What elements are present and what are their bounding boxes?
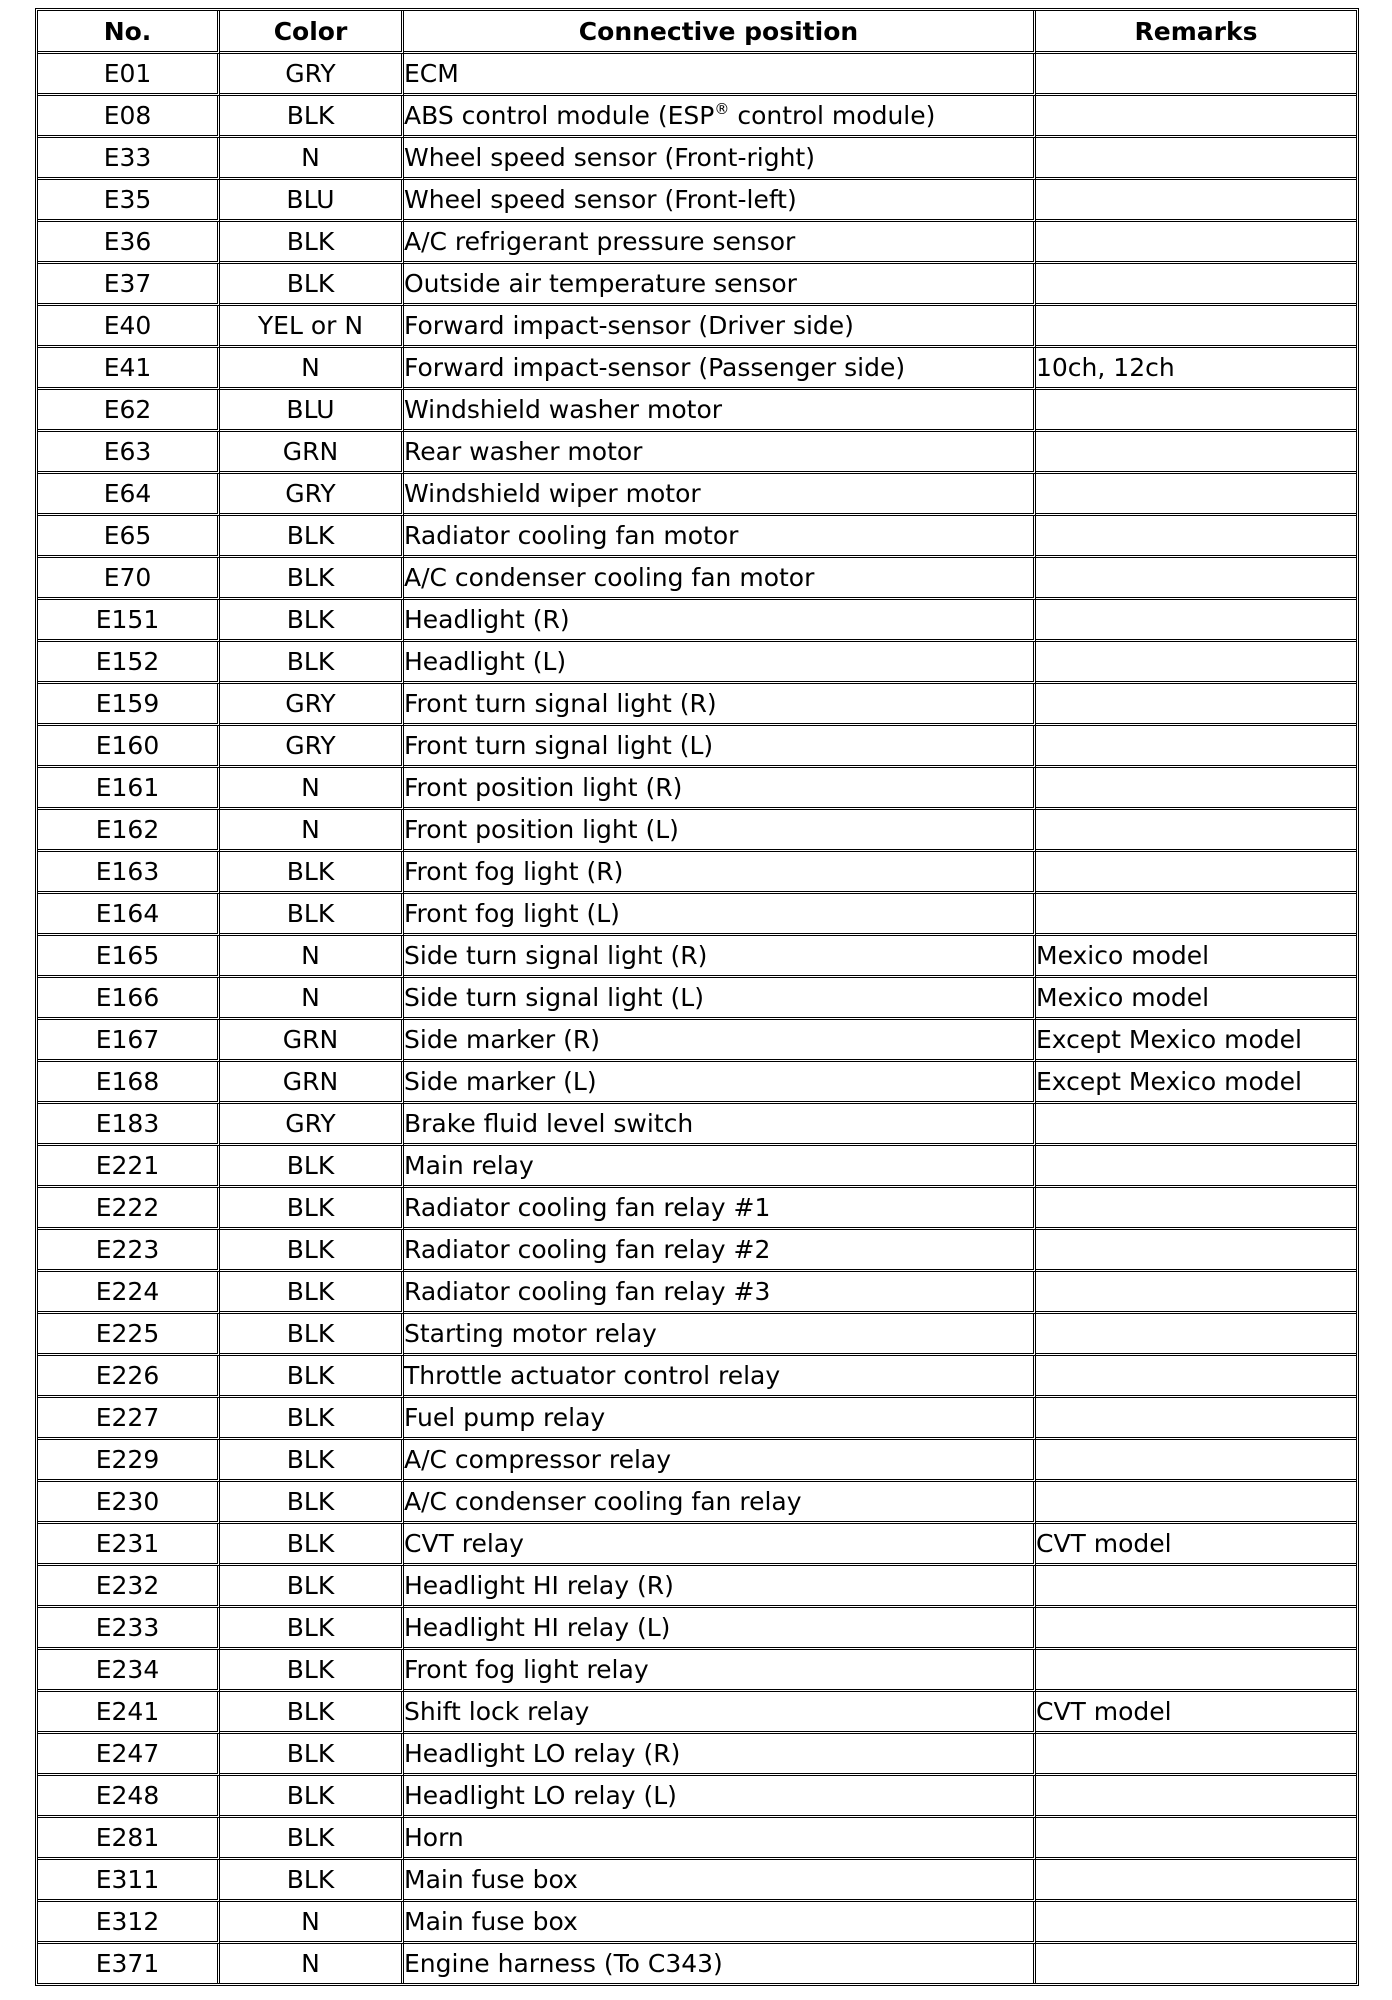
cell-color: N	[220, 768, 404, 810]
cell-remarks	[1036, 1230, 1356, 1272]
cell-connective-position	[404, 96, 1036, 138]
cell-connective-position: Brake fluid level switch	[404, 1104, 1036, 1146]
cell-connector-no: E230	[38, 1482, 220, 1524]
cell-connector-no: E160	[38, 726, 220, 768]
cell-connector-no: E222	[38, 1188, 220, 1230]
cell-connector-no: E63	[38, 432, 220, 474]
cell-connector-no: E168	[38, 1062, 220, 1104]
cell-color: BLK	[220, 894, 404, 936]
cell-color: BLK	[220, 1188, 404, 1230]
table-header	[38, 11, 1356, 54]
header-row	[38, 11, 1356, 54]
cell-remarks	[1036, 138, 1356, 180]
cell-remarks	[1036, 1776, 1356, 1818]
cell-remarks: Except Mexico model	[1036, 1020, 1356, 1062]
cell-connective-position: Headlight (L)	[404, 642, 1036, 684]
cell-remarks	[1036, 96, 1356, 138]
cell-connective-position: Front position light (R)	[404, 768, 1036, 810]
cell-color: N	[220, 1944, 404, 1983]
cell-color: BLK	[220, 642, 404, 684]
header-no: No.	[38, 11, 220, 54]
cell-connector-no: E36	[38, 222, 220, 264]
cell-connective-position: Engine harness (To C343)	[404, 1944, 1036, 1983]
cell-remarks	[1036, 1356, 1356, 1398]
cell-connective-position: Rear washer motor	[404, 432, 1036, 474]
cell-color: BLK	[220, 516, 404, 558]
cell-remarks	[1036, 1482, 1356, 1524]
cell-connector-no: E40	[38, 306, 220, 348]
table-row	[38, 1104, 1356, 1146]
cell-connector-no: E35	[38, 180, 220, 222]
cell-color: BLK	[220, 1860, 404, 1902]
table-body	[38, 54, 1356, 1983]
table-row	[38, 1356, 1356, 1398]
cell-remarks	[1036, 54, 1356, 96]
cell-remarks: Mexico model	[1036, 936, 1356, 978]
cell-color: GRY	[220, 684, 404, 726]
cell-remarks	[1036, 810, 1356, 852]
cell-connective-position: Front fog light (R)	[404, 852, 1036, 894]
cell-connective-position: Windshield washer motor	[404, 390, 1036, 432]
cell-color: BLK	[220, 1146, 404, 1188]
cell-color: BLK	[220, 1818, 404, 1860]
cell-remarks	[1036, 558, 1356, 600]
cell-connector-no: E234	[38, 1650, 220, 1692]
cell-connective-position: Wheel speed sensor (Front-right)	[404, 138, 1036, 180]
cell-remarks	[1036, 894, 1356, 936]
cell-connector-no: E229	[38, 1440, 220, 1482]
cell-color: BLK	[220, 1692, 404, 1734]
table-row	[38, 1440, 1356, 1482]
cell-color: N	[220, 1902, 404, 1944]
cell-remarks	[1036, 1608, 1356, 1650]
table-row	[38, 1692, 1356, 1734]
cell-connective-position: Main fuse box	[404, 1902, 1036, 1944]
cell-color: BLK	[220, 222, 404, 264]
cell-connector-no: E64	[38, 474, 220, 516]
cell-remarks	[1036, 1398, 1356, 1440]
cell-connective-position: Main relay	[404, 1146, 1036, 1188]
cell-color: BLK	[220, 1566, 404, 1608]
table-row	[38, 54, 1356, 96]
cell-remarks	[1036, 1188, 1356, 1230]
cell-remarks	[1036, 1104, 1356, 1146]
table-row	[38, 1524, 1356, 1566]
cell-connective-position: A/C condenser cooling fan relay	[404, 1482, 1036, 1524]
registered-mark: ®	[714, 100, 730, 118]
table-row	[38, 894, 1356, 936]
cell-connector-no: E161	[38, 768, 220, 810]
cell-color: N	[220, 936, 404, 978]
cell-remarks	[1036, 1440, 1356, 1482]
cell-remarks	[1036, 180, 1356, 222]
cell-connector-no: E151	[38, 600, 220, 642]
table-row	[38, 600, 1356, 642]
table-row	[38, 936, 1356, 978]
cell-connective-position: A/C refrigerant pressure sensor	[404, 222, 1036, 264]
cell-color: BLK	[220, 852, 404, 894]
cell-color: N	[220, 810, 404, 852]
connector-table	[35, 8, 1359, 1986]
header-remarks: Remarks	[1036, 11, 1356, 54]
cell-color: GRY	[220, 54, 404, 96]
cell-connector-no: E08	[38, 96, 220, 138]
cell-color: BLK	[220, 1608, 404, 1650]
table-row	[38, 516, 1356, 558]
cell-color: BLK	[220, 1650, 404, 1692]
cell-connective-position: Headlight LO relay (R)	[404, 1734, 1036, 1776]
cell-remarks	[1036, 1650, 1356, 1692]
cell-connector-no: E312	[38, 1902, 220, 1944]
connector-table-sheet	[35, 8, 1353, 1986]
table-row	[38, 1482, 1356, 1524]
cell-connector-no: E159	[38, 684, 220, 726]
table-row	[38, 1062, 1356, 1104]
cell-color: GRY	[220, 726, 404, 768]
cell-color: BLK	[220, 96, 404, 138]
cell-connector-no: E163	[38, 852, 220, 894]
cell-connector-no: E227	[38, 1398, 220, 1440]
cell-remarks	[1036, 852, 1356, 894]
cell-connective-position: Front fog light (L)	[404, 894, 1036, 936]
cell-connective-position: Headlight LO relay (L)	[404, 1776, 1036, 1818]
cell-connective-position: A/C condenser cooling fan motor	[404, 558, 1036, 600]
cell-remarks	[1036, 642, 1356, 684]
cell-remarks	[1036, 1314, 1356, 1356]
cell-remarks: CVT model	[1036, 1692, 1356, 1734]
cell-connective-position: Front position light (L)	[404, 810, 1036, 852]
table-row	[38, 1188, 1356, 1230]
cell-color: BLK	[220, 264, 404, 306]
table-row	[38, 1230, 1356, 1272]
cell-connective-position: CVT relay	[404, 1524, 1036, 1566]
cell-connector-no: E281	[38, 1818, 220, 1860]
cell-color: BLK	[220, 1314, 404, 1356]
cell-color: GRY	[220, 1104, 404, 1146]
cell-remarks	[1036, 222, 1356, 264]
position-text-after: control module)	[729, 101, 936, 130]
cell-connective-position: Shift lock relay	[404, 1692, 1036, 1734]
cell-connector-no: E311	[38, 1860, 220, 1902]
cell-connective-position: Horn	[404, 1818, 1036, 1860]
table-row	[38, 1566, 1356, 1608]
cell-color: GRN	[220, 1020, 404, 1062]
table-row	[38, 1902, 1356, 1944]
cell-connector-no: E37	[38, 264, 220, 306]
cell-remarks	[1036, 768, 1356, 810]
cell-connector-no: E231	[38, 1524, 220, 1566]
cell-connective-position: A/C compressor relay	[404, 1440, 1036, 1482]
cell-color: BLK	[220, 1482, 404, 1524]
cell-connector-no: E62	[38, 390, 220, 432]
cell-connective-position: Side turn signal light (R)	[404, 936, 1036, 978]
cell-remarks	[1036, 1566, 1356, 1608]
cell-color: BLK	[220, 558, 404, 600]
cell-color: BLK	[220, 1398, 404, 1440]
table-row	[38, 684, 1356, 726]
position-text: ABS control module (ESP	[404, 101, 715, 130]
cell-color: N	[220, 978, 404, 1020]
cell-remarks: Mexico model	[1036, 978, 1356, 1020]
cell-connective-position: Main fuse box	[404, 1860, 1036, 1902]
cell-connector-no: E166	[38, 978, 220, 1020]
cell-connector-no: E41	[38, 348, 220, 390]
cell-color: GRN	[220, 432, 404, 474]
table-row	[38, 1314, 1356, 1356]
table-row	[38, 1776, 1356, 1818]
cell-remarks: CVT model	[1036, 1524, 1356, 1566]
table-row	[38, 264, 1356, 306]
cell-remarks	[1036, 516, 1356, 558]
cell-connector-no: E232	[38, 1566, 220, 1608]
table-row	[38, 138, 1356, 180]
cell-connective-position: Radiator cooling fan motor	[404, 516, 1036, 558]
cell-color: N	[220, 138, 404, 180]
cell-connector-no: E162	[38, 810, 220, 852]
cell-remarks	[1036, 1146, 1356, 1188]
cell-connective-position: Wheel speed sensor (Front-left)	[404, 180, 1036, 222]
table-row	[38, 1272, 1356, 1314]
cell-connector-no: E233	[38, 1608, 220, 1650]
cell-connective-position: Radiator cooling fan relay #2	[404, 1230, 1036, 1272]
cell-color: N	[220, 348, 404, 390]
cell-connective-position: Front turn signal light (L)	[404, 726, 1036, 768]
cell-remarks	[1036, 432, 1356, 474]
table-row	[38, 558, 1356, 600]
cell-remarks	[1036, 1944, 1356, 1983]
cell-connective-position: Side turn signal light (L)	[404, 978, 1036, 1020]
cell-remarks	[1036, 474, 1356, 516]
cell-connective-position: Throttle actuator control relay	[404, 1356, 1036, 1398]
cell-remarks	[1036, 1272, 1356, 1314]
cell-connector-no: E226	[38, 1356, 220, 1398]
table-row	[38, 306, 1356, 348]
table-row	[38, 474, 1356, 516]
table-row	[38, 222, 1356, 264]
table-row	[38, 1818, 1356, 1860]
cell-connector-no: E224	[38, 1272, 220, 1314]
cell-connective-position: Headlight HI relay (L)	[404, 1608, 1036, 1650]
cell-connective-position: Windshield wiper motor	[404, 474, 1036, 516]
cell-connective-position: Headlight (R)	[404, 600, 1036, 642]
table-row	[38, 1860, 1356, 1902]
table-row	[38, 1734, 1356, 1776]
table-row	[38, 852, 1356, 894]
cell-connective-position: ECM	[404, 54, 1036, 96]
table-row	[38, 978, 1356, 1020]
header-connective-position: Connective position	[404, 11, 1036, 54]
cell-connector-no: E70	[38, 558, 220, 600]
cell-connective-position: Side marker (L)	[404, 1062, 1036, 1104]
table-row	[38, 96, 1356, 138]
cell-color: GRY	[220, 474, 404, 516]
cell-color: BLK	[220, 1524, 404, 1566]
cell-connective-position: Front fog light relay	[404, 1650, 1036, 1692]
cell-color: YEL or N	[220, 306, 404, 348]
cell-connective-position: Side marker (R)	[404, 1020, 1036, 1062]
cell-remarks	[1036, 1734, 1356, 1776]
table-row	[38, 810, 1356, 852]
cell-connective-position: Front turn signal light (R)	[404, 684, 1036, 726]
table-row	[38, 1146, 1356, 1188]
cell-connector-no: E371	[38, 1944, 220, 1983]
cell-color: GRN	[220, 1062, 404, 1104]
cell-color: BLK	[220, 600, 404, 642]
cell-connector-no: E223	[38, 1230, 220, 1272]
table-row	[38, 642, 1356, 684]
cell-connective-position: Headlight HI relay (R)	[404, 1566, 1036, 1608]
table-row	[38, 1020, 1356, 1062]
cell-remarks	[1036, 726, 1356, 768]
table-row	[38, 432, 1356, 474]
cell-connector-no: E164	[38, 894, 220, 936]
cell-remarks	[1036, 600, 1356, 642]
cell-remarks	[1036, 264, 1356, 306]
cell-connective-position: Outside air temperature sensor	[404, 264, 1036, 306]
table-row	[38, 180, 1356, 222]
cell-connector-no: E248	[38, 1776, 220, 1818]
table-row	[38, 1398, 1356, 1440]
cell-connector-no: E65	[38, 516, 220, 558]
cell-remarks	[1036, 684, 1356, 726]
cell-connective-position: Fuel pump relay	[404, 1398, 1036, 1440]
cell-color: BLK	[220, 1356, 404, 1398]
cell-color: BLU	[220, 390, 404, 432]
cell-color: BLK	[220, 1230, 404, 1272]
cell-remarks	[1036, 1902, 1356, 1944]
cell-connective-position: Starting motor relay	[404, 1314, 1036, 1356]
table-row	[38, 390, 1356, 432]
cell-connector-no: E33	[38, 138, 220, 180]
cell-remarks	[1036, 1860, 1356, 1902]
cell-color: BLK	[220, 1734, 404, 1776]
cell-connective-position: Forward impact-sensor (Passenger side)	[404, 348, 1036, 390]
cell-connector-no: E01	[38, 54, 220, 96]
cell-connector-no: E241	[38, 1692, 220, 1734]
cell-remarks: Except Mexico model	[1036, 1062, 1356, 1104]
table-row	[38, 1944, 1356, 1983]
cell-color: BLK	[220, 1272, 404, 1314]
table-row	[38, 348, 1356, 390]
cell-connector-no: E225	[38, 1314, 220, 1356]
cell-color: BLK	[220, 1440, 404, 1482]
cell-connective-position: Radiator cooling fan relay #3	[404, 1272, 1036, 1314]
table-row	[38, 1608, 1356, 1650]
cell-connective-position: Forward impact-sensor (Driver side)	[404, 306, 1036, 348]
cell-remarks	[1036, 390, 1356, 432]
cell-connector-no: E221	[38, 1146, 220, 1188]
cell-connector-no: E165	[38, 936, 220, 978]
cell-color: BLU	[220, 180, 404, 222]
cell-connector-no: E183	[38, 1104, 220, 1146]
table-row	[38, 1650, 1356, 1692]
cell-remarks: 10ch, 12ch	[1036, 348, 1356, 390]
cell-connector-no: E152	[38, 642, 220, 684]
header-color: Color	[220, 11, 404, 54]
cell-color: BLK	[220, 1776, 404, 1818]
cell-remarks	[1036, 1818, 1356, 1860]
table-row	[38, 726, 1356, 768]
cell-connector-no: E167	[38, 1020, 220, 1062]
cell-connector-no: E247	[38, 1734, 220, 1776]
cell-remarks	[1036, 306, 1356, 348]
table-row	[38, 768, 1356, 810]
cell-connective-position: Radiator cooling fan relay #1	[404, 1188, 1036, 1230]
